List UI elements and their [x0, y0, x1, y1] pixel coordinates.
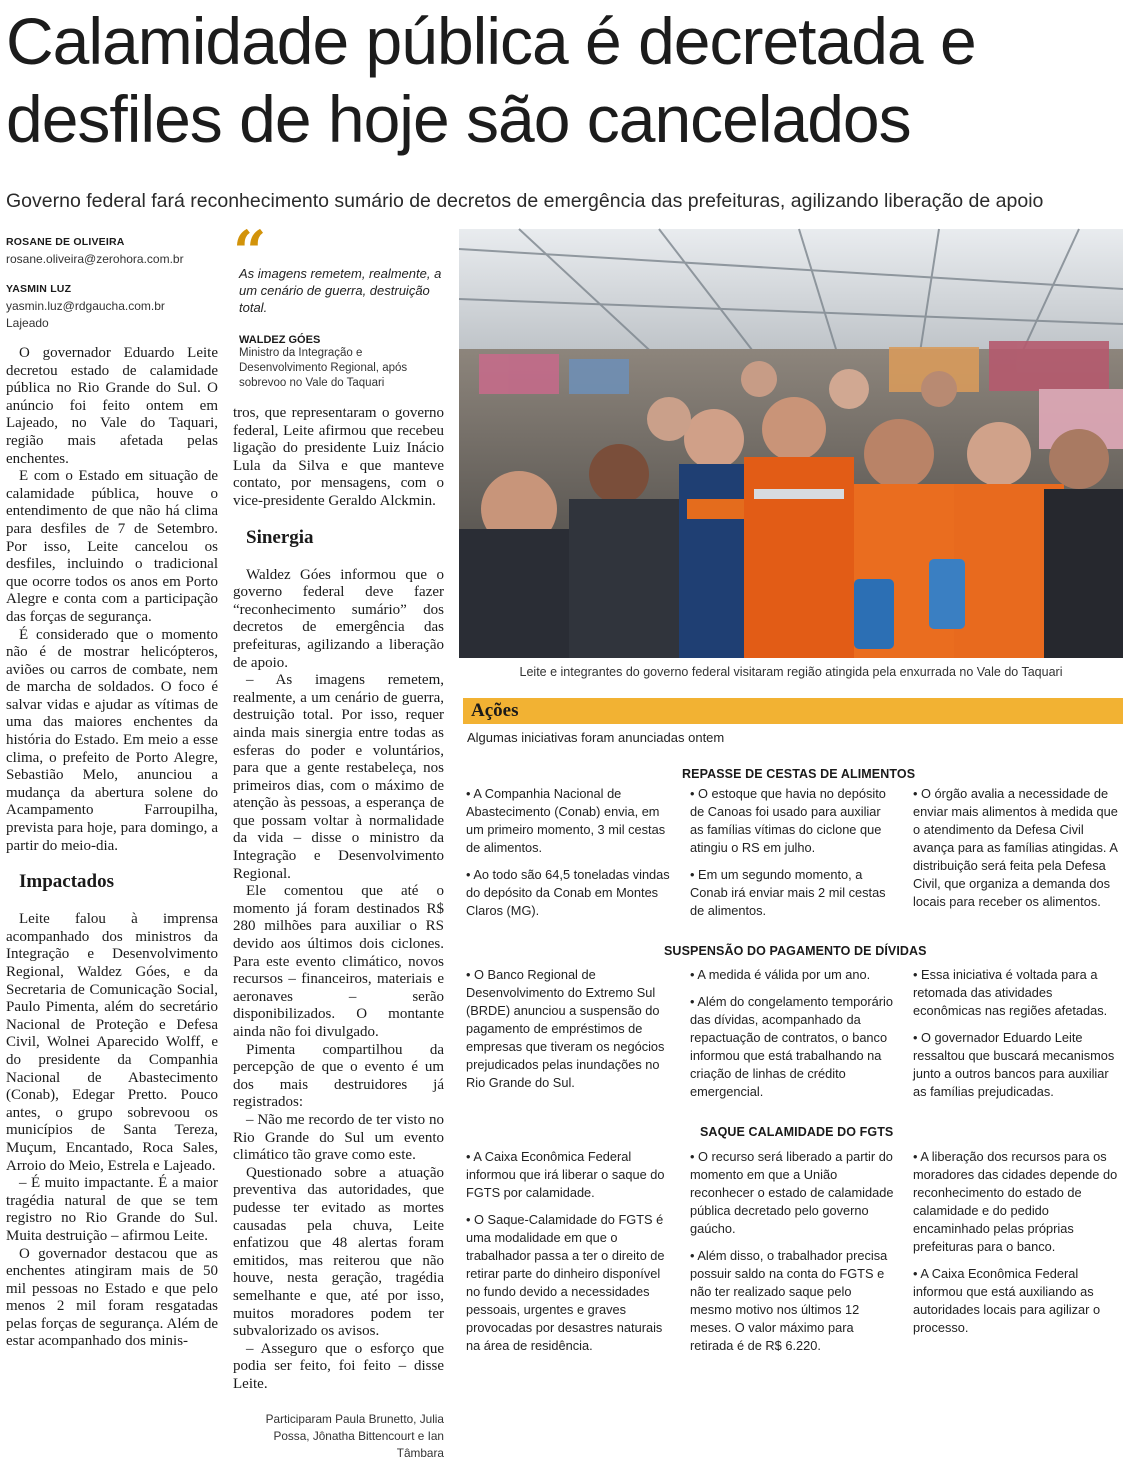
list-item: • Essa iniciativa é voltada para a retomada das atividades econômicas nas regiões afetadas.	[913, 967, 1108, 1018]
list-item: • Em um segundo momento, a Conab irá enviar mais 2 mil cestas de alimentos.	[690, 867, 886, 918]
list-item: • O Saque-Calamidade do FGTS é uma modalidade em que o trabalhador passa a ter o direito de retirar parte do dinheiro disponível no fundo devido a necessidades pessoais, urgentes e graves provocadas por desastres naturais na área de residência.	[466, 1212, 665, 1353]
list-item: • A medida é válida por um ano.	[690, 967, 871, 982]
paragraph: – É muito impactante. É a maior tragédia natural de que se tem registro no Rio Grande do Sul. Muita destruição – afirmou Leite.	[6, 1175, 218, 1244]
quote-author: WALDEZ GÓES	[239, 334, 321, 346]
paragraph: – As imagens remetem, realmente, a um cenário de guerra, destruição total. Por isso, requer ainda mais sinergia entre todas as esferas do poder e voluntários, para que a gente restabeleça, nos primeiros dias, com o máximo de atenção às pessoas, a esperança de que possam voltar à normalidade da vida – disse o ministro da Integração e Desenvolvimento Regional.	[233, 672, 444, 882]
news-photo	[459, 229, 1123, 658]
body-text	[6, 911, 218, 1351]
author-email: rosane.oliveira@zerohora.com.br	[6, 252, 184, 266]
article-column-2	[233, 218, 444, 1462]
body-text	[233, 405, 444, 511]
paragraph: Leite falou à imprensa acompanhado dos ministros da Integração e Desenvolvimento Regional, Waldez Góes, e da Secretaria de Comunicação Social, Paulo Pimenta, além do secretário Nacional de Proteção e Defesa Civil, Wolnei Aparecido Wolff, e do presidente da Companhia Nacional de Abastecimento (Conab), Edegar Pretto. Pouco antes, o grupo sobrevoou os municípios de Santa Tereza, Muçum, Encantado, Roca Sales, Arroio do Meio, Estrela e Lajeado.	[6, 911, 218, 1174]
pull-quote	[233, 218, 444, 391]
acoes-title: Ações	[471, 700, 519, 721]
byline-1	[6, 234, 218, 268]
list-item: • A Caixa Econômica Federal informou que está auxiliando as autoridades locais para agilizar o processo.	[913, 1266, 1101, 1335]
section-column	[690, 966, 895, 1110]
list-item: • Ao todo são 64,5 toneladas vindas do depósito da Conab em Montes Claros (MG).	[466, 867, 670, 918]
photo-caption: Leite e integrantes do governo federal visitaram região atingida pela enxurrada no Vale do Taquari	[519, 665, 1063, 679]
author-name: ROSANE DE OLIVEIRA	[6, 236, 125, 248]
list-item: • O Banco Regional de Desenvolvimento do Extremo Sul (BRDE) anunciou a suspensão do pagamento de empréstimos de empresas que tiveram os negócios prejudicados pelas inundações no Rio Grande do Sul.	[466, 967, 665, 1090]
list-item: • O órgão avalia a necessidade de enviar mais alimentos à medida que o atendimento da Defesa Civil avança para as famílias atingidas. A distribuição será feita pela Defesa Civil, que organiza a demanda dos locais para receber os alimentos.	[913, 786, 1118, 909]
body-text	[6, 345, 218, 855]
quote-text: As imagens remetem, realmente, a um cenário de guerra, destruição total.	[239, 266, 442, 315]
section-title-repasse: REPASSE DE CESTAS DE ALIMENTOS	[682, 767, 916, 781]
section-column	[913, 966, 1120, 1110]
paragraph: O governador destacou que as enchentes atingiram mais de 50 mil pessoas no Estado e que pelo menos 2 mil foram resgatadas pelas forças de segurança. Além de estar acompanhado dos minis-	[6, 1245, 218, 1350]
byline-2	[6, 281, 218, 331]
list-item: • O recurso será liberado a partir do momento em que a União reconhecer o estado de calamidade pública decretado pelo governo gaúcho.	[690, 1149, 894, 1236]
photo-illustration	[459, 229, 1123, 658]
quote-author-role: Ministro da Integração e Desenvolvimento Regional, após sobrevoo no Vale do Taquari	[239, 347, 408, 389]
section-column	[690, 1148, 895, 1364]
paragraph: Questionado sobre a atuação preventiva das autoridades, que pudesse ter evitado as mortes causadas pela chuva, Leite enfatizou que 48 alertas foram emitidos, mas reiterou que não houve, nesta geração, tragédia semelhante e que, até por isso, muitos moradores podem ter subvalorizado os avisos.	[233, 1164, 444, 1340]
section-column	[466, 966, 670, 1101]
section-title-dividas: SUSPENSÃO DO PAGAMENTO DE DÍVIDAS	[664, 944, 927, 958]
paragraph: Ele comentou que até o momento já foram destinados R$ 280 milhões para auxiliar o RS devido aos últimos dois ciclones. Para este evento climático, novos recursos – financeiros, materiais e aeronaves – serão disponibilizados. O montante ainda não foi divulgado.	[233, 883, 444, 1040]
list-item: • Além do congelamento temporário das dívidas, acompanhado da repactuação de contratos, o banco informou que está trabalhando na criação de linhas de crédito emergencial.	[690, 994, 893, 1099]
acoes-header-bar	[463, 698, 1123, 724]
list-item: • A Companhia Nacional de Abastecimento (Conab) envia, em um primeiro momento, 3 mil cestas de alimentos.	[466, 786, 666, 855]
quote-mark-icon: “	[233, 218, 267, 286]
headline: Calamidade pública é decretada e desfiles de hoje são cancelados	[6, 4, 976, 156]
author-email: yasmin.luz@rdgaucha.com.br	[6, 299, 165, 313]
section-title-fgts: SAQUE CALAMIDADE DO FGTS	[700, 1125, 894, 1139]
section-column	[690, 785, 895, 929]
list-item: • Além disso, o trabalhador precisa possuir saldo na conta do FGTS e não ter realizado saque pelo mesmo motivo nos últimos 12 meses. O valor máximo para retirada é de R$ 6.220.	[690, 1248, 888, 1353]
section-column	[913, 785, 1120, 920]
section-column	[466, 1148, 670, 1364]
acoes-subtitle: Algumas iniciativas foram anunciadas ontem	[467, 730, 725, 745]
section-subtitle: Sinergia	[246, 526, 314, 548]
paragraph: E com o Estado em situação de calamidade pública, houve o entendimento de que não há clima para desfiles de 7 de Setembro. Por isso, Leite cancelou os desfiles, incluindo o tradicional que ocorre todos os anos em Porto Alegre e conta com a participação das forças de segurança.	[6, 468, 218, 625]
paragraph: Waldez Góes informou que o governo federal deve fazer “reconhecimento sumário” dos decretos de emergência das prefeituras, agilizando a liberação de apoio.	[233, 566, 444, 671]
paragraph: – Asseguro que o esforço que podia ser feito, foi feito – disse Leite.	[233, 1340, 444, 1392]
section-column	[913, 1148, 1120, 1346]
paragraph: O governador Eduardo Leite decretou estado de calamidade pública no Rio Grande do Sul. O anúncio foi feito ontem em Lajeado, no Vale do Taquari, região mais afetada pelas enchentes.	[6, 345, 218, 467]
paragraph: tros, que representaram o governo federal, Leite afirmou que recebeu ligação do presidente Luiz Inácio Lula da Silva e que manteve contato, por mensagens, com o vice-presidente Geraldo Alckmin.	[233, 405, 444, 509]
paragraph: É considerado que o momento não é de mostrar helicópteros, aviões ou carros de combate, nem de marcha de soldados. O foco é salvar vidas e ajudar as vítimas de uma das maiores enchentes da história do Estado. Em meio a esse clima, o prefeito de Porto Alegre, Sebastião Melo, anunciou a mudança da abertura solene do Acampamento Farroupilha, prevista para hoje, para domingo, a partir do meio-dia.	[6, 626, 218, 854]
paragraph: Pimenta compartilhou da percepção de que o evento é um dos mais destruidores já registrados:	[233, 1041, 444, 1111]
section-subtitle: Impactados	[19, 871, 115, 893]
dateline-location: Lajeado	[6, 316, 49, 330]
list-item: • A liberação dos recursos para os moradores das cidades depende do reconhecimento do estado de calamidade e do pedido encaminhado pelas próprias prefeituras para o banco.	[913, 1149, 1118, 1254]
reporting-credits: Participaram Paula Brunetto, Julia Possa, Jônatha Bittencourt e Ian Tâmbara	[265, 1412, 444, 1461]
article-column-1	[6, 232, 218, 1351]
author-name: YASMIN LUZ	[6, 283, 72, 295]
section-column	[466, 785, 670, 929]
paragraph: – Não me recordo de ter visto no Rio Grande do Sul um evento climático tão grave como este.	[233, 1111, 444, 1164]
list-item: • O estoque que havia no depósito de Canoas foi usado para auxiliar as famílias vítimas do ciclone que atingiu o RS em julho.	[690, 786, 886, 855]
body-text	[233, 567, 444, 1394]
list-item: • O governador Eduardo Leite ressaltou que buscará mecanismos junto a outros bancos para auxiliar as famílias prejudicadas.	[913, 1030, 1115, 1099]
subheadline: Governo federal fará reconhecimento sumário de decretos de emergência das prefeituras, agilizando liberação de apoio	[6, 190, 1044, 212]
list-item: • A Caixa Econômica Federal informou que irá liberar o saque do FGTS por calamidade.	[466, 1149, 665, 1200]
